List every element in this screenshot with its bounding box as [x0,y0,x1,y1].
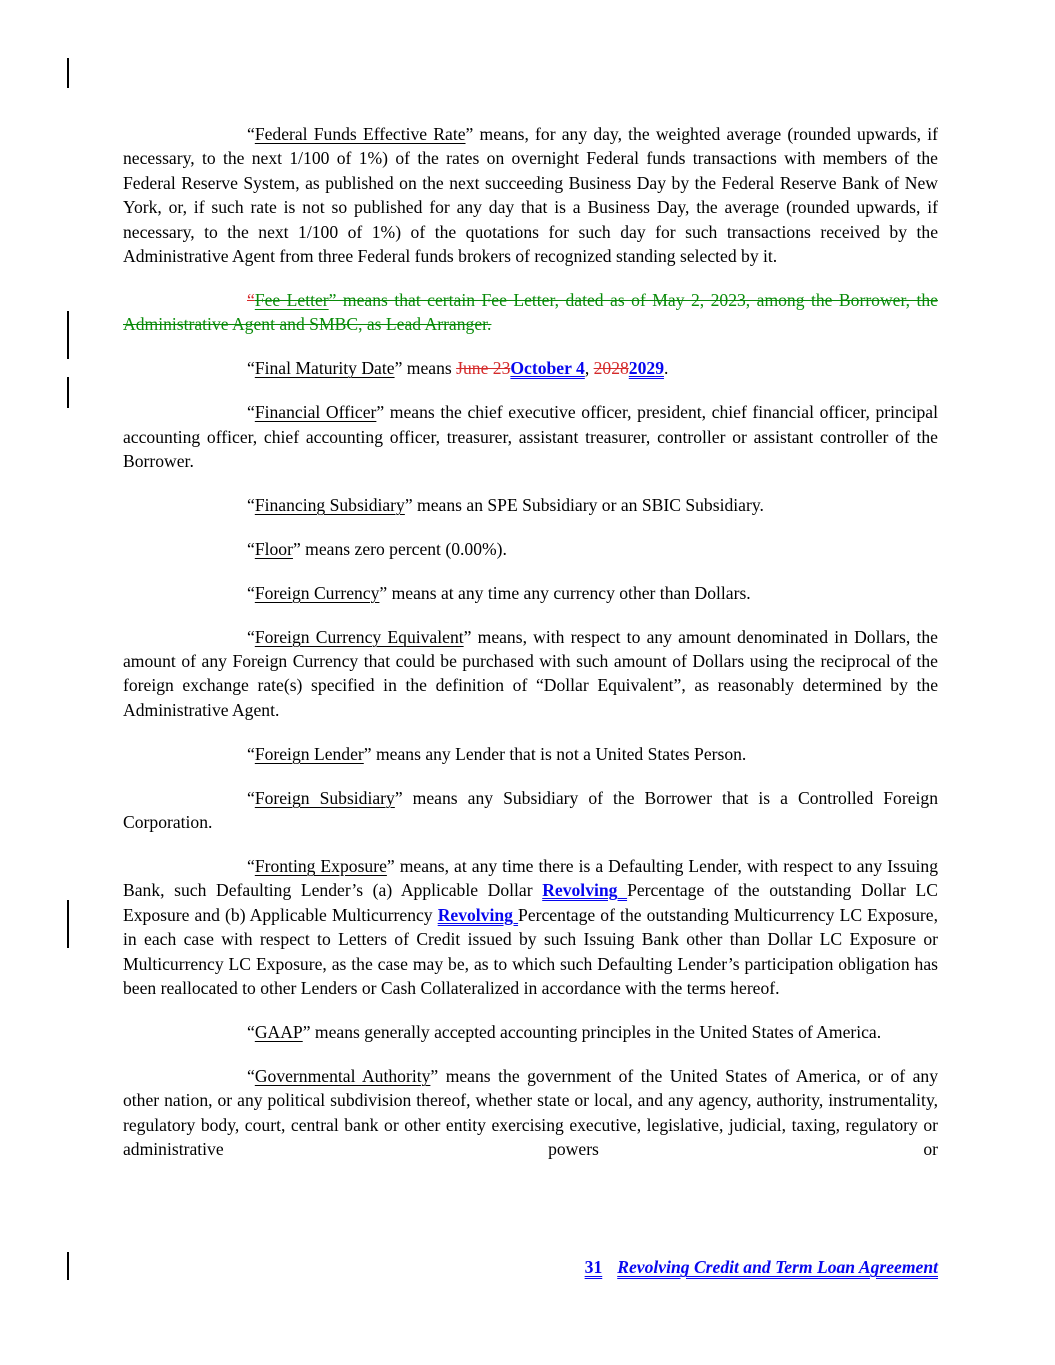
page-footer [123,1254,938,1280]
def-federal-funds-effective-rate [123,122,938,268]
defined-term: Foreign Currency [254,582,380,603]
body-text: ” means, with respect to any amount denominated in Dollars, the amount of any Foreign Currency that could be purchased with such amount of Dollars using the reciprocal of the foreign exchange rate(s) specified in the definition of “Dollar Equivalent”, as reasonably determined by the Administrative Agent. [123,626,938,720]
defined-term: Financing Subsidiary [254,494,405,515]
body-text: “ [247,1021,255,1042]
def-floor [123,537,938,561]
body-text: “ [247,626,255,647]
body-text: ” means any Subsidiary of the Borrower that is a Controlled Foreign Corporation. [123,787,938,833]
defined-term: Floor [254,538,293,559]
inserted-text: 2029 [628,358,664,379]
inserted-text: October 4 [510,358,585,379]
inserted-text: Revolving [437,904,519,925]
change-bar [67,58,69,88]
def-governmental-authority [123,1064,938,1162]
body-text: ” means [394,358,457,379]
defined-term: GAAP [254,1021,303,1042]
page-number: 31 [584,1257,603,1277]
body-text: ” means, at any time there is a Defaulting Lender, with respect to any Issuing Bank, such Defaulting Lender’s (a) Applicable Dollar [123,855,938,901]
defined-term: Federal Funds Effective Rate [254,124,466,144]
body-text: Percentage of the outstanding Multicurrency LC Exposure, in each case with respect to Letters of Credit issued by such Issuing Bank other than Dollar LC Exposure or Multicurrency LC Exposure, as the case may be, as to which such Defaulting Lender’s participation obligation has been reallocated to other Lenders or Cash Collateralized in accordance with the terms hereof. [123,904,938,998]
deleted-defined-term: Fee Letter [254,289,329,310]
body-text: “ [247,538,255,559]
defined-term: Fronting Exposure [254,855,387,876]
inserted-text: Revolving [542,880,628,901]
body-text: ” means the chief executive officer, president, chief financial officer, principal accounting officer, chief accounting officer, treasurer, assistant treasurer, controller or assistant controller of the Borrower. [123,402,938,471]
body-text: ” means the government of the United States of America, or of any other nation, or any political subdivision thereof, whether state or local, and any agency, authority, instrumentality, regulatory body, court, central bank or other entity exercising executive, legislative, judicial, taxing, regulatory or administrative powers or [123,1065,938,1159]
change-bar [67,1252,69,1280]
body-text: ” means zero percent (0.00%). [292,538,507,559]
def-fronting-exposure [123,854,938,1000]
body-text: “ [247,124,255,144]
def-financial-officer [123,400,938,473]
body-text: “ [247,494,255,515]
body-text: ” means at any time any currency other than Dollars. [379,582,751,603]
body-text: . [663,358,669,379]
defined-term: Foreign Subsidiary [254,787,395,808]
defined-term: Final Maturity Date [254,358,395,379]
change-bar [67,377,69,408]
defined-term: Foreign Lender [254,743,364,764]
def-foreign-subsidiary [123,786,938,835]
deleted-text: 2028 [593,358,629,379]
body-text: “ [247,402,255,423]
body-text: ” means any Lender that is not a United States Person. [363,743,747,764]
def-foreign-currency-equivalent [123,625,938,723]
body-text: ” means an SPE Subsidiary or an SBIC Subsidiary. [404,494,764,515]
defined-term: Financial Officer [254,402,377,423]
def-fee-letter-deleted [123,288,938,337]
change-bar [67,311,69,359]
def-gaap [123,1020,938,1044]
deleted-text: “ [247,289,255,310]
deleted-text: June 23 [456,358,511,379]
change-bar [67,900,69,948]
body-text: “ [247,358,255,379]
def-foreign-lender [123,742,938,766]
body-text: “ [247,582,255,603]
body-text: “ [247,787,255,808]
deleted-text: ” means that certain Fee Letter, dated as of May 2, 2023, among the Borrower, the Administrative Agent and SMBC, as Lead Arranger. [123,289,938,335]
body-text: “ [247,743,255,764]
defined-term: Foreign Currency Equivalent [254,626,464,647]
body-text: “ [247,855,255,876]
defined-term: Governmental Authority [254,1065,431,1086]
body-text: “ [247,1065,255,1086]
def-financing-subsidiary [123,493,938,517]
def-foreign-currency [123,581,938,605]
def-final-maturity-date [123,356,938,380]
body-text: Percentage of the outstanding Dollar LC Exposure and (b) Applicable Multicurrency [123,880,938,925]
body-text: , [584,358,594,379]
footer-doc-title: Revolving Credit and Term Loan Agreement [617,1257,938,1277]
body-text: ” means generally accepted accounting principles in the United States of America. [302,1021,882,1042]
definitions-section [123,122,938,1181]
body-text: ” means, for any day, the weighted average (rounded upwards, if necessary, to the next 1/100 of 1%) of the rates on overnight Federal funds transactions with members of the Federal Reserve System, as published on the next succeeding Business Day by the Federal Reserve Bank of New York, or, if such rate is not so published for any day that is a Business Day, the average (rounded upwards, if necessary, to the next 1/100 of 1%) of the quotations for such day for such transactions received by the Administrative Agent from three Federal funds brokers of recognized standing selected by it. [123,124,938,267]
